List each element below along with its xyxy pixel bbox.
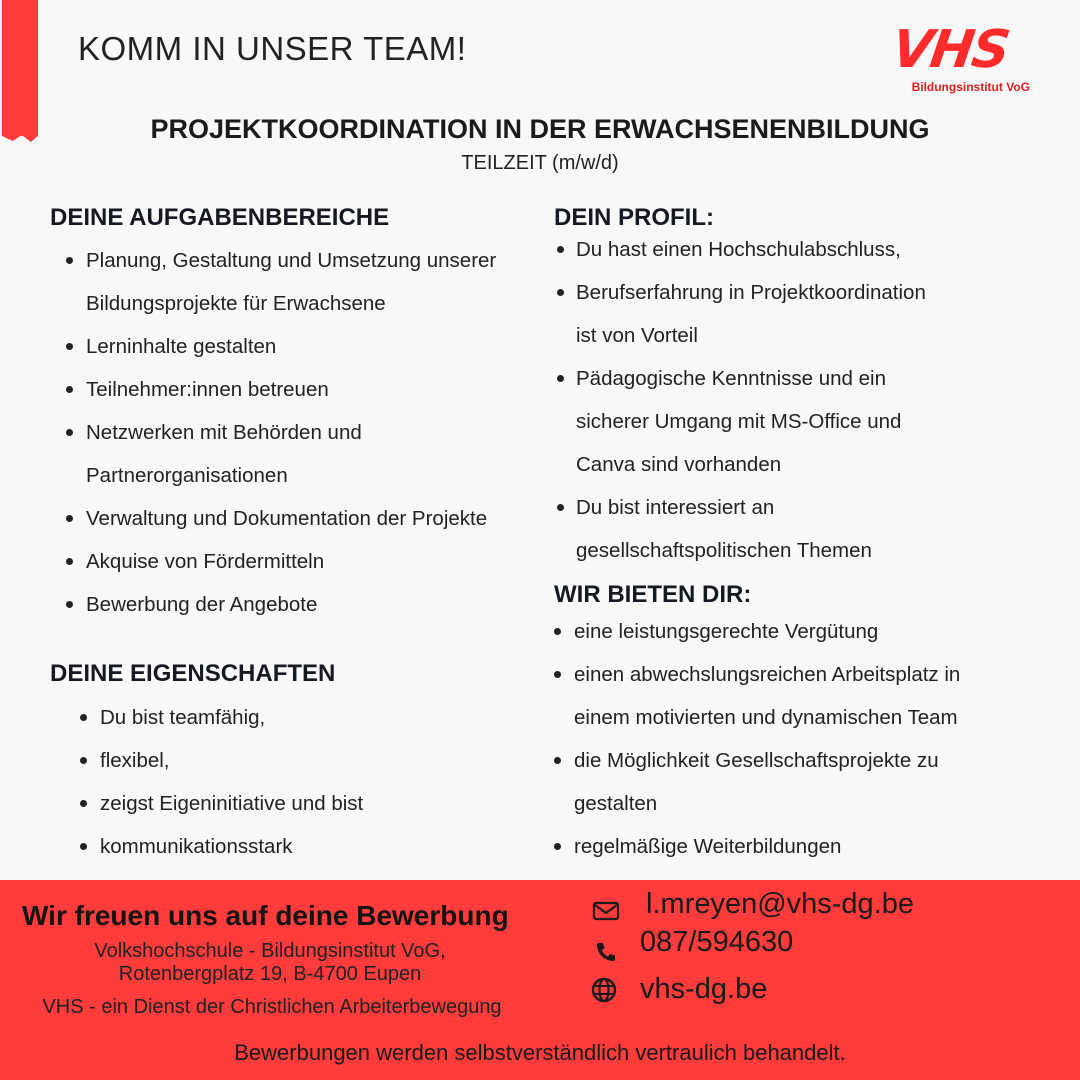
website-link[interactable]: vhs-dg.be <box>640 973 768 1005</box>
list-item-continuation: Partnerorganisationen <box>86 464 288 487</box>
globe-icon <box>590 976 618 1004</box>
footer-heading: Wir freuen uns auf deine Bewerbung <box>22 900 509 931</box>
job-subtitle: TEILZEIT (m/w/d) <box>461 152 619 174</box>
list-item: flexibel, <box>64 739 534 782</box>
org-affiliation: VHS - ein Dienst der Christlichen Arbeiterbewegung <box>42 996 502 1018</box>
logo-subtitle: Bildungsinstitut VoG <box>911 80 1030 94</box>
profil-list <box>554 228 1054 572</box>
list-item: Bewerbung der Angebote <box>50 583 560 626</box>
list-item: Akquise von Fördermitteln <box>50 540 560 583</box>
list-item-continuation: gestalten <box>574 792 658 815</box>
phone-icon <box>592 938 620 966</box>
list-item-continuation: sicherer Umgang mit MS-Office und <box>576 410 902 433</box>
list-item: Lerninhalte gestalten <box>50 325 560 368</box>
confidentiality-note: Bewerbungen werden selbstverständlich vertraulich behandelt. <box>234 1040 846 1065</box>
list-item: Netzwerken mit Behörden und <box>50 411 560 454</box>
list-item: Du bist teamfähig, <box>64 696 534 739</box>
list-item-continuation: Canva sind vorhanden <box>576 453 782 476</box>
page-headline: KOMM IN UNSER TEAM! <box>78 30 467 67</box>
list-item: Planung, Gestaltung und Umsetzung unserer <box>50 239 560 282</box>
list-item: Du bist interessiert an <box>554 486 1054 529</box>
envelope-icon <box>592 897 620 925</box>
heading-aufgaben: DEINE AUFGABENBEREICHE <box>50 204 390 231</box>
list-item: Du hast einen Hochschulabschluss, <box>554 228 1054 271</box>
heading-profil: DEIN PROFIL: <box>554 204 714 231</box>
list-item-continuation: einem motivierten und dynamischen Team <box>574 706 958 729</box>
email-link[interactable]: l.mreyen@vhs-dg.be <box>646 888 914 920</box>
job-title: PROJEKTKOORDINATION IN DER ERWACHSENENBILDUNG <box>150 114 930 144</box>
list-item-continuation: Bildungsprojekte für Erwachsene <box>86 292 386 315</box>
logo-mark: VHS <box>888 20 1012 80</box>
heading-eigenschaften: DEINE EIGENSCHAFTEN <box>50 660 336 687</box>
list-item: Teilnehmer:innen betreuen <box>50 368 560 411</box>
list-item: kommunikationsstark <box>64 825 534 868</box>
heading-bieten: WIR BIETEN DIR: <box>554 581 752 608</box>
org-address: Rotenbergplatz 19, B-4700 Eupen <box>118 963 422 985</box>
list-item: Pädagogische Kenntnisse und ein <box>554 357 1054 400</box>
footer-contact-band <box>0 880 1080 1080</box>
list-item-continuation: gesellschaftspolitischen Themen <box>576 539 872 562</box>
list-item: zeigst Eigeninitiative und bist <box>64 782 534 825</box>
eigenschaften-list <box>64 696 534 868</box>
list-item: einen abwechslungsreichen Arbeitsplatz in <box>552 653 1072 696</box>
list-item: regelmäßige Weiterbildungen <box>552 825 1072 868</box>
list-item: Verwaltung und Dokumentation der Projekte <box>50 497 560 540</box>
org-name: Volkshochschule - Bildungsinstitut VoG, <box>94 940 446 962</box>
list-item: Berufserfahrung in Projektkoordination <box>554 271 1054 314</box>
aufgaben-list <box>50 239 560 626</box>
phone-link[interactable]: 087/594630 <box>640 926 794 958</box>
list-item: die Möglichkeit Gesellschaftsprojekte zu <box>552 739 1072 782</box>
vhs-logo <box>870 20 1030 98</box>
bieten-list <box>552 610 1072 868</box>
list-item: eine leistungsgerechte Vergütung <box>552 610 1072 653</box>
list-item-continuation: ist von Vorteil <box>576 324 698 347</box>
